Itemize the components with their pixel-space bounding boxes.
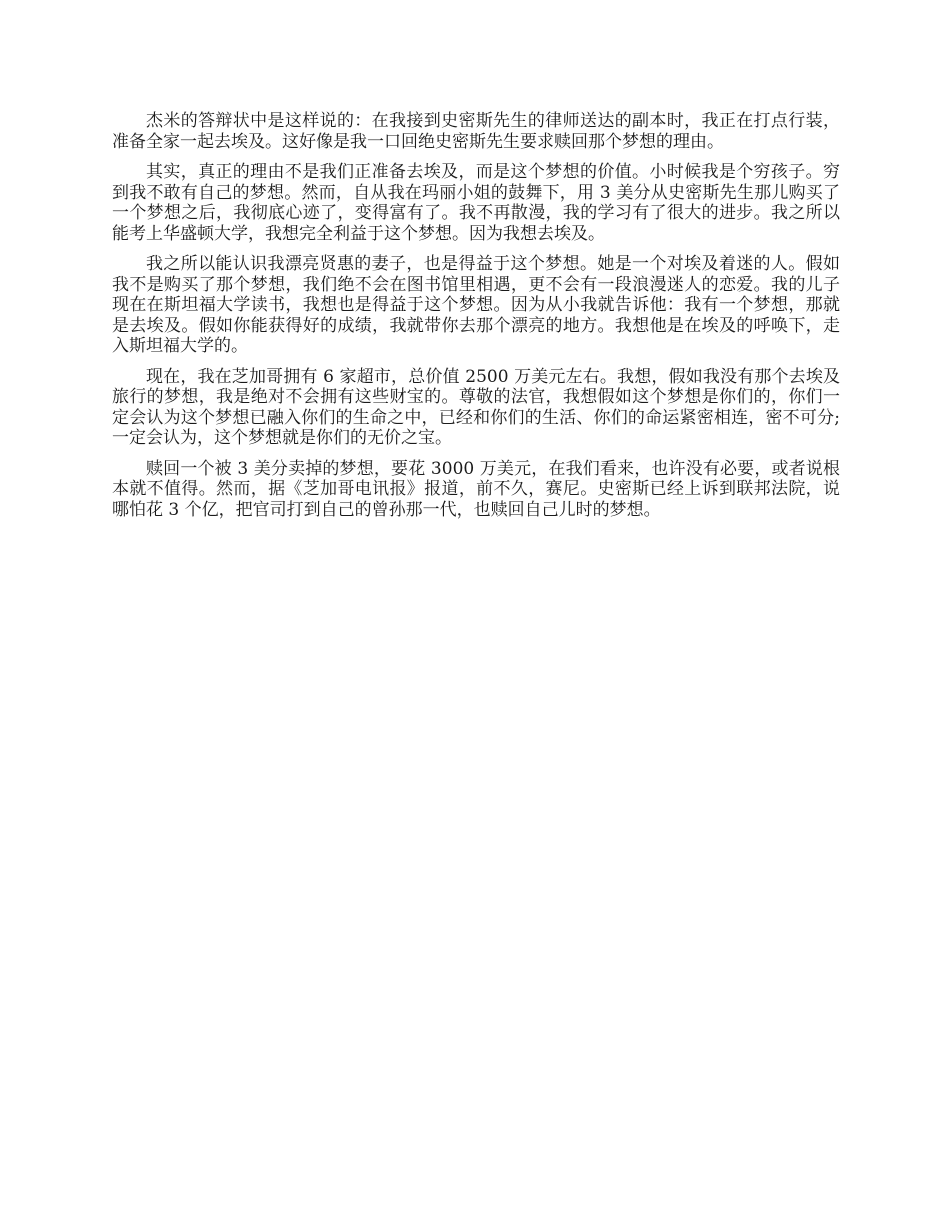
paragraph-2: 其实，真正的理由不是我们正准备去埃及，而是这个梦想的价值。小时候我是个穷孩子。穷到我不敢有自己的梦想。然而，自从我在玛丽小姐的鼓舞下，用 3 美分从史密斯先生那儿购买了一个梦想之后，我彻底心迹了，变得富有了。我不再散漫，我的学习有了很大的进步。我之所以能考上华盛顿大学，我想完全利益于这个梦想。因为我想去埃及。 — [112, 162, 840, 244]
paragraph-4: 现在，我在芝加哥拥有 6 家超市，总价值 2500 万美元左右。我想，假如我没有那个去埃及旅行的梦想，我是绝对不会拥有这些财宝的。尊敬的法官，我想假如这个梦想是你们的，你们一定会认为这个梦想已融入你们的生命之中，已经和你们的生活、你们的命运紧密相连，密不可分;一定会认为，这个梦想就是你们的无价之宝。 — [112, 366, 840, 448]
paragraph-5: 赎回一个被 3 美分卖掉的梦想，要花 3000 万美元，在我们看来，也许没有必要，或者说根本就不值得。然而，据《芝加哥电讯报》报道，前不久，赛尼。史密斯已经上诉到联邦法院，说哪怕花 3 个亿，把官司打到自己的曾孙那一代，也赎回自己儿时的梦想。 — [112, 458, 840, 520]
document-body — [112, 111, 840, 530]
paragraph-1: 杰米的答辩状中是这样说的：在我接到史密斯先生的律师送达的副本时，我正在打点行装，准备全家一起去埃及。这好像是我一口回绝史密斯先生要求赎回那个梦想的理由。 — [112, 111, 840, 152]
paragraph-3: 我之所以能认识我漂亮贤惠的妻子，也是得益于这个梦想。她是一个对埃及着迷的人。假如我不是购买了那个梦想，我们绝不会在图书馆里相遇，更不会有一段浪漫迷人的恋爱。我的儿子现在在斯坦福大学读书，我想也是得益于这个梦想。因为从小我就告诉他：我有一个梦想，那就是去埃及。假如你能获得好的成绩，我就带你去那个漂亮的地方。我想他是在埃及的呼唤下，走入斯坦福大学的。 — [112, 254, 840, 356]
